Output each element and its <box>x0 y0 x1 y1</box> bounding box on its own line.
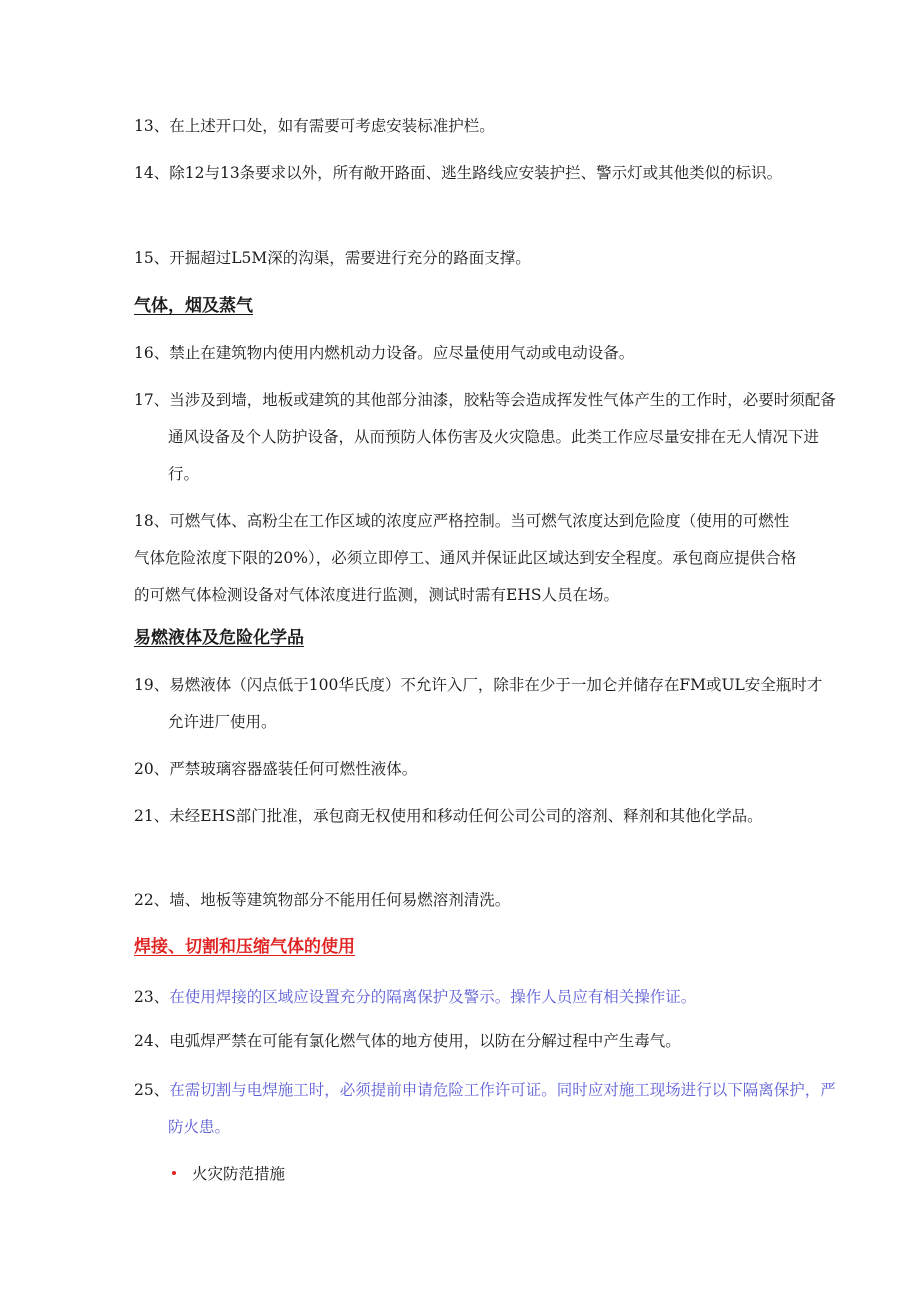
item-text: 严禁玻璃容器盛装任何可燃性液体。 <box>169 760 418 778</box>
list-item <box>134 979 836 1016</box>
list-item <box>134 667 836 741</box>
bullet-text: 火灾防范措施 <box>192 1165 286 1183</box>
item-text: 开掘超过L5M深的沟渠，需要进行充分的路面支撑。 <box>169 249 531 267</box>
list-item <box>134 108 836 145</box>
item-number: 25、 <box>134 1081 170 1099</box>
section-heading-welding: 焊接、切割和压缩气体的使用 <box>134 937 355 957</box>
list-item <box>134 335 836 372</box>
section-heading-flammable: 易燃液体及危险化学品 <box>134 628 304 648</box>
list-item <box>134 1023 836 1060</box>
bullet-dot-icon <box>172 1171 176 1175</box>
section-heading-gas: 气体，烟及蒸气 <box>134 296 253 316</box>
item-number: 23、 <box>134 988 170 1006</box>
list-item <box>134 240 836 277</box>
list-item <box>134 751 836 788</box>
item-number: 14、 <box>134 164 170 182</box>
item-text: 未经EHS部门批准，承包商无权使用和移动任何公司公司的溶剂、释剂和其他化学品。 <box>169 807 763 825</box>
item-text: 在使用焊接的区域应设置充分的隔离保护及警示。操作人员应有相关操作证。 <box>169 988 697 1006</box>
item-text: 在需切割与电焊施工时，必须提前申请危险工作许可证。同时应对施工现场进行以下隔离保护，严防火患。 <box>168 1081 836 1136</box>
list-item <box>134 155 836 192</box>
item-number: 17、 <box>134 391 170 409</box>
item-number: 20、 <box>134 760 170 778</box>
list-item <box>134 382 836 493</box>
item-text: 易燃液体（闪点低于100华氏度）不允许入厂，除非在少于一加仑并储存在FM或UL安全瓶时才允许进厂使用。 <box>168 676 823 731</box>
item-text: 墙、地板等建筑物部分不能用任何易燃溶剂清洗。 <box>169 891 511 909</box>
item-text: 禁止在建筑物内使用内燃机动力设备。应尽量使用气动或电动设备。 <box>169 344 635 362</box>
item-number: 22、 <box>134 891 170 909</box>
item-number: 24、 <box>134 1032 170 1050</box>
item-text: 当涉及到墙，地板或建筑的其他部分油漆，胶粘等会造成挥发性气体产生的工作时，必要时须配备通风设备及个人防护设备，从而预防人体伤害及火灾隐患。此类工作应尽量安排在无人情况下进行。 <box>168 391 836 483</box>
item-number: 18、 <box>134 512 170 530</box>
item-number: 15、 <box>134 249 170 267</box>
list-item <box>134 798 836 835</box>
item-number: 19、 <box>134 676 170 694</box>
list-item <box>134 1072 836 1146</box>
list-item <box>134 503 802 614</box>
item-text: 电弧焊严禁在可能有氯化燃气体的地方使用，以防在分解过程中产生毒气。 <box>169 1032 681 1050</box>
item-number: 16、 <box>134 344 170 362</box>
item-number: 21、 <box>134 807 170 825</box>
item-text: 可燃气体、高粉尘在工作区域的浓度应严格控制。当可燃气浓度达到危险度（使用的可燃性气体危险浓度下限的20%），必须立即停工、通风并保证此区域达到安全程度。承包商应提供合格的可燃气体检测设备对气体浓度进行监测，测试时需有EHS人员在场。 <box>134 512 797 604</box>
item-number: 13、 <box>134 117 170 135</box>
list-item <box>134 882 836 919</box>
item-text: 除12与13条要求以外，所有敞开路面、逃生路线应安装护拦、警示灯或其他类似的标识。 <box>169 164 783 182</box>
bullet-item <box>172 1162 285 1186</box>
item-text: 在上述开口处，如有需要可考虑安装标准护栏。 <box>169 117 495 135</box>
